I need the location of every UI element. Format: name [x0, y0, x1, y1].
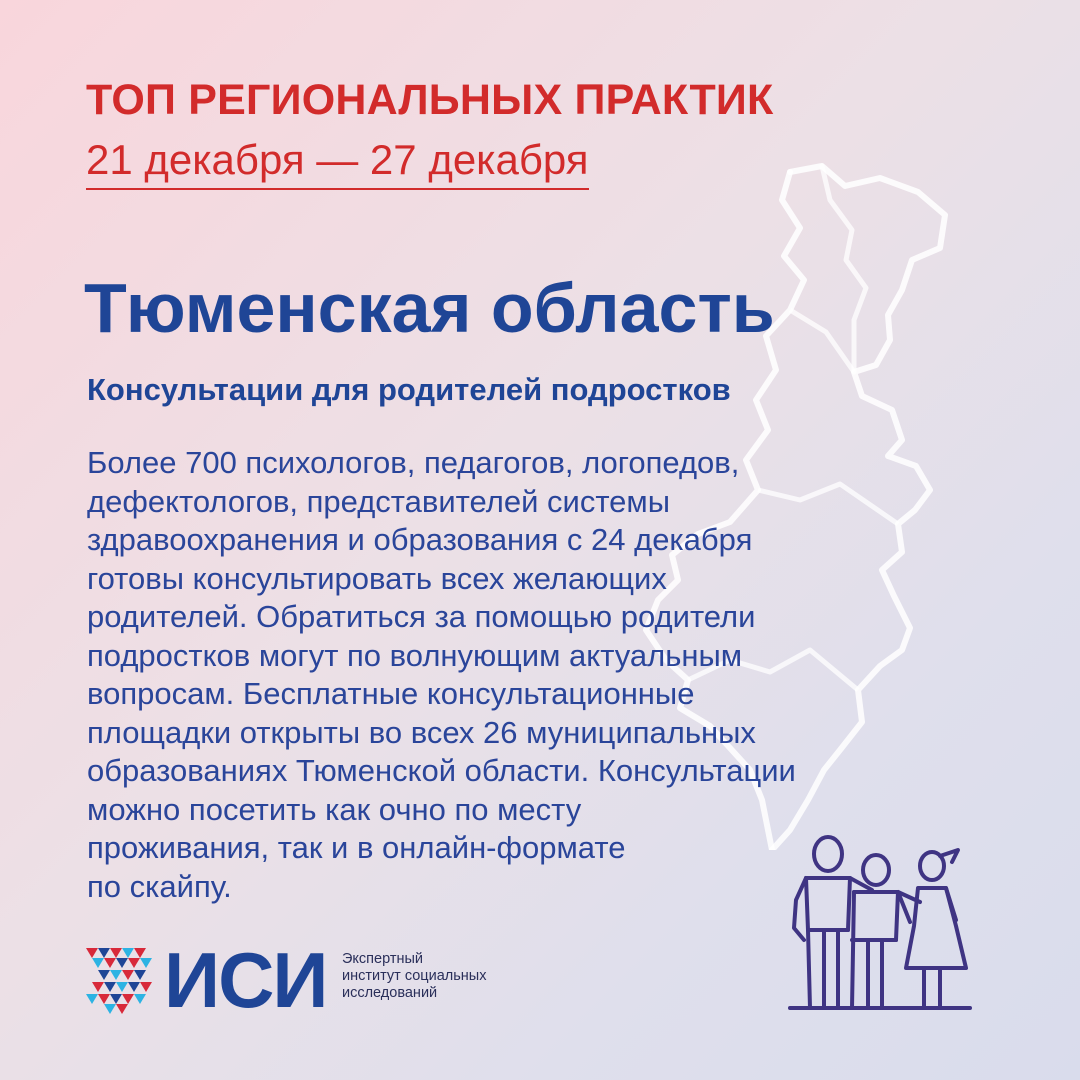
logo-caption	[342, 951, 486, 1002]
practice-title: Консультации для родителей подростков	[87, 372, 731, 407]
header-title: ТОП РЕГИОНАЛЬНЫХ ПРАКТИК	[86, 76, 774, 124]
description-line: проживания, так и в онлайн-формате	[87, 830, 626, 865]
logo-caption-line: исследований	[342, 985, 438, 1001]
logo-caption-line: институт социальных	[342, 968, 487, 984]
isi-logo-mark-icon	[86, 944, 158, 1016]
description-line: готовы консультировать всех желающих	[87, 560, 667, 596]
description-line: можно посетить как очно по месту	[87, 791, 582, 827]
family-group-icon	[780, 830, 980, 1015]
logo-wordmark: ИСИ	[164, 936, 327, 1024]
description-line: вопросам. Бесплатные консультационные	[87, 676, 695, 711]
region-title: Тюменская область	[84, 269, 775, 347]
description-line: Более 700 психологов, педагогов, логопедов,	[87, 445, 740, 480]
description-line: площадки открыты во всех 26 муниципальных	[87, 714, 756, 750]
description-line: дефектологов, представителей системы	[87, 483, 671, 519]
description-line: по скайпу.	[87, 868, 232, 904]
description-line: образованиях Тюменской области. Консультации	[87, 753, 796, 788]
logo-caption-line: Экспертный	[342, 951, 424, 967]
description-line: подростков могут по волнующим актуальным	[87, 637, 743, 673]
header-date-range: 21 декабря — 27 декабря	[86, 136, 589, 190]
description-line: здравоохранения и образования с 24 декабря	[87, 522, 753, 557]
description-line: родителей. Обратиться за помощью родители	[87, 599, 756, 634]
